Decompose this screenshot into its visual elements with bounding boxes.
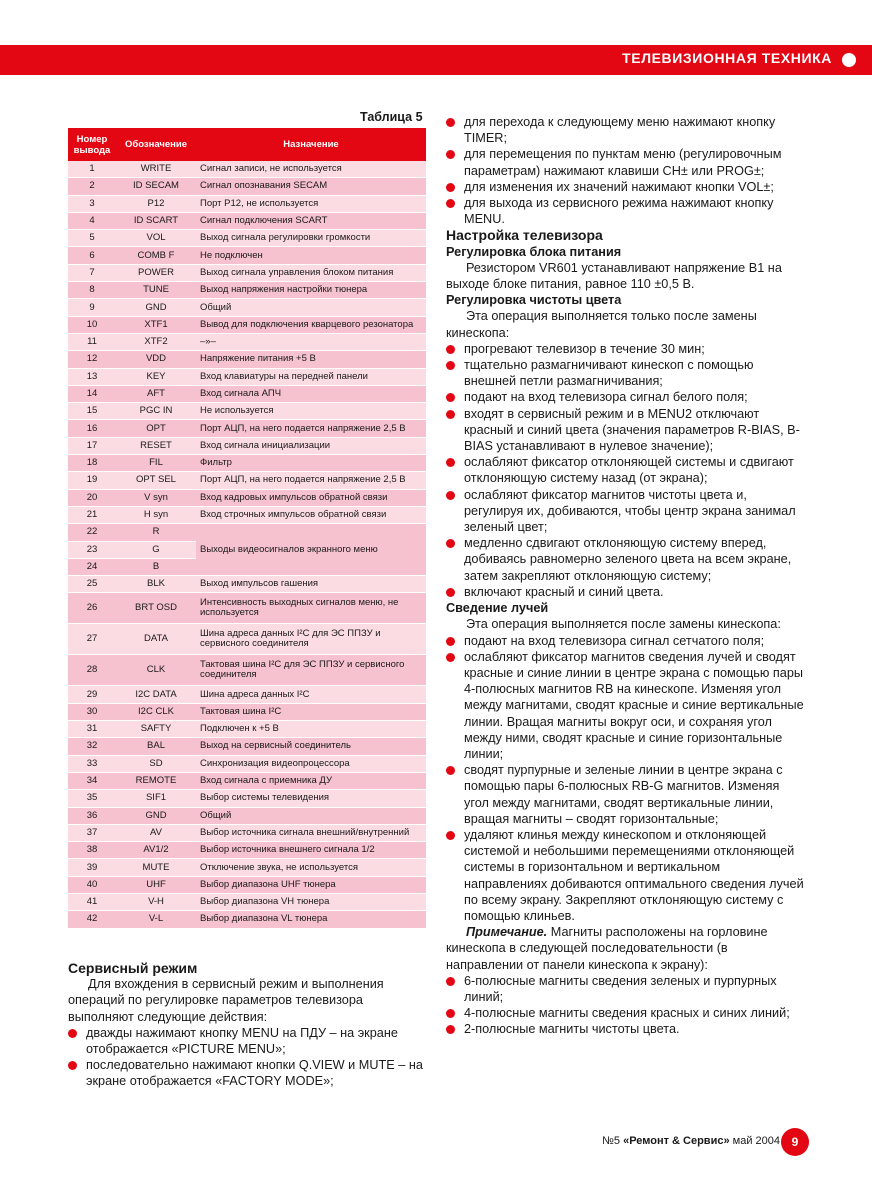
table-header-row <box>68 128 426 161</box>
table-row <box>68 299 426 316</box>
pin-number: 41 <box>68 893 116 910</box>
pin-designation: ID SCART <box>116 212 196 229</box>
list-item: подают на вход телевизора сигнал сетчатого поля; <box>446 633 806 649</box>
pin-designation: BLK <box>116 576 196 593</box>
pin-purpose: Отключение звука, не используется <box>196 859 426 876</box>
table-row <box>68 403 426 420</box>
pin-number: 3 <box>68 195 116 212</box>
pin-designation: AV <box>116 824 196 841</box>
list-item: подают на вход телевизора сигнал белого поля; <box>446 389 806 405</box>
table-row <box>68 368 426 385</box>
table-row <box>68 161 426 178</box>
bullet-icon <box>446 588 455 597</box>
bullet-icon <box>446 393 455 402</box>
pin-number: 35 <box>68 790 116 807</box>
table-row <box>68 351 426 368</box>
magnet-bullets <box>446 973 806 1038</box>
bullet-icon <box>446 150 455 159</box>
table-row <box>68 178 426 195</box>
pin-designation: R <box>116 524 196 541</box>
table-row <box>68 790 426 807</box>
pin-number: 22 <box>68 524 116 541</box>
table-row <box>68 455 426 472</box>
pin-designation: P12 <box>116 195 196 212</box>
pin-number: 28 <box>68 655 116 686</box>
bullet-icon <box>446 1025 455 1034</box>
pin-purpose: Не подключен <box>196 247 426 264</box>
pin-purpose: Выход сигнала управления блоком питания <box>196 264 426 281</box>
pin-purpose: Не используется <box>196 403 426 420</box>
pin-number: 24 <box>68 558 116 575</box>
list-item: дважды нажимают кнопку MENU на ПДУ – на экране отображается «PICTURE MENU»; <box>68 1025 428 1057</box>
table-row <box>68 316 426 333</box>
pin-purpose: Фильтр <box>196 455 426 472</box>
pin-designation: CLK <box>116 655 196 686</box>
list-item: входят в сервисный режим и в MENU2 отключают красный и синий цвета (значения параметров R-BIAS, B-BIAS устанавливают в нулевое значение); <box>446 406 806 455</box>
convergence-text: Эта операция выполняется после замены кинескопа: <box>466 617 781 632</box>
header-pin: Номер вывода <box>68 128 116 161</box>
bullet-icon <box>446 977 455 986</box>
pin-number: 14 <box>68 385 116 402</box>
table-row <box>68 655 426 686</box>
list-item: 2-полюсные магниты чистоты цвета. <box>446 1021 806 1037</box>
pin-designation: VDD <box>116 351 196 368</box>
note-text: Магниты расположены на горловине кинескопа в следующей последовательности (в направлении от панели кинескопа к экрану): <box>446 925 768 972</box>
issue-date: май 2004 <box>732 1135 780 1147</box>
pin-number: 18 <box>68 455 116 472</box>
pin-number: 10 <box>68 316 116 333</box>
pin-number: 21 <box>68 506 116 523</box>
bullet-circle-icon <box>842 53 856 67</box>
pin-designation: V syn <box>116 489 196 506</box>
table-row <box>68 772 426 789</box>
left-column <box>68 960 428 1090</box>
table-row <box>68 576 426 593</box>
pin-purpose: Вход сигнала инициализации <box>196 437 426 454</box>
pin-number: 16 <box>68 420 116 437</box>
list-item: ослабляют фиксатор магнитов чистоты цвета и, регулируя их, добиваются, чтобы центр экрана занимал зеленый цвет; <box>446 487 806 536</box>
bullet-icon <box>68 1029 77 1038</box>
table-row <box>68 489 426 506</box>
pin-purpose: Выбор источника сигнала внешний/внутренний <box>196 824 426 841</box>
table-row <box>68 911 426 928</box>
issue-number: №5 <box>602 1135 621 1147</box>
pin-purpose: Общий <box>196 807 426 824</box>
pin-number: 36 <box>68 807 116 824</box>
pin-designation: H syn <box>116 506 196 523</box>
pin-designation: AV1/2 <box>116 842 196 859</box>
table-row <box>68 333 426 350</box>
pin-designation: RESET <box>116 437 196 454</box>
pin-purpose: Выходы видеосигналов экранного меню <box>196 524 426 576</box>
pin-purpose: Вход сигнала АПЧ <box>196 385 426 402</box>
table-row <box>68 859 426 876</box>
pin-designation: OPT <box>116 420 196 437</box>
pin-purpose: –»– <box>196 333 426 350</box>
pin-purpose: Сигнал опознавания SECAM <box>196 178 426 195</box>
bullet-icon <box>446 653 455 662</box>
pin-designation: PGC IN <box>116 403 196 420</box>
pin-designation: I2C CLK <box>116 703 196 720</box>
pin-purpose: Выбор диапазона VH тюнера <box>196 893 426 910</box>
list-item: для перехода к следующему меню нажимают кнопку TIMER; <box>446 114 806 146</box>
pin-number: 39 <box>68 859 116 876</box>
pin-number: 30 <box>68 703 116 720</box>
list-item: для изменения их значений нажимают кнопки VOL±; <box>446 179 806 195</box>
list-item: 4-полюсные магниты сведения красных и синих линий; <box>446 1005 806 1021</box>
bullet-icon <box>446 183 455 192</box>
table-row <box>68 824 426 841</box>
page-footer <box>602 1135 780 1147</box>
note-paragraph <box>446 924 806 973</box>
pin-purpose: Вход клавиатуры на передней панели <box>196 368 426 385</box>
pin-purpose: Выход сигнала регулировки громкости <box>196 230 426 247</box>
service-intro: Для вхождения в сервисный режим и выполнения операций по регулировке параметров телевизора выполняют следующие действия: <box>68 977 384 1024</box>
pin-purpose: Выбор системы телевидения <box>196 790 426 807</box>
pin-number: 12 <box>68 351 116 368</box>
purity-subheading: Регулировка чистоты цвета <box>446 293 622 308</box>
bullet-icon <box>446 118 455 127</box>
pin-designation: SIF1 <box>116 790 196 807</box>
header-purpose: Назначение <box>196 128 426 161</box>
table-row <box>68 524 426 541</box>
pin-purpose: Выбор источника внешнего сигнала 1/2 <box>196 842 426 859</box>
table-row <box>68 807 426 824</box>
pin-designation: WRITE <box>116 161 196 178</box>
pin-purpose: Интенсивность выходных сигналов меню, не используется <box>196 593 426 624</box>
bullet-icon <box>446 637 455 646</box>
pin-number: 11 <box>68 333 116 350</box>
pin-number: 23 <box>68 541 116 558</box>
pin-purpose: Сигнал подключения SCART <box>196 212 426 229</box>
list-item: удаляют клинья между кинескопом и отклоняющей системой и небольшими перемещениями отклоняющей системы в горизонтальном и вертикальном направлениях добиваются оптимального сведения лучей по всему экрану. Закрепляют отклоняющую систему с помощью клиньев. <box>446 827 806 924</box>
table-row <box>68 437 426 454</box>
list-item: ослабляют фиксатор магнитов сведения лучей и сводят красные и синие линии в центре экрана с помощью пары 4-полюсных магнитов RB на кинескопе. Изменяя угол между магнитами, сводят красные и синие вертикальные линии. Вращая магниты вокруг оси, и сохраняя угол между ними, сводят красные и синие горизонтальные линии; <box>446 649 806 762</box>
pin-number: 38 <box>68 842 116 859</box>
list-item: медленно сдвигают отклоняющую систему вперед, добиваясь равномерно зеленого цвета на всем экране, затем закрепляют отклоняющую систему; <box>446 535 806 584</box>
table-row <box>68 247 426 264</box>
page-number: 9 <box>781 1128 809 1156</box>
pin-number: 5 <box>68 230 116 247</box>
purity-bullets <box>446 341 806 600</box>
pin-number: 8 <box>68 282 116 299</box>
pin-purpose: Шина адреса данных I²C для ЭС ППЗУ и сервисного соединителя <box>196 624 426 655</box>
pin-purpose: Выход на сервисный соединитель <box>196 738 426 755</box>
table-row <box>68 212 426 229</box>
table-row <box>68 472 426 489</box>
table-row <box>68 755 426 772</box>
table-row <box>68 703 426 720</box>
pin-designation: XTF2 <box>116 333 196 350</box>
pin-purpose: Тактовая шина I²C <box>196 703 426 720</box>
pin-number: 29 <box>68 686 116 703</box>
table-row <box>68 282 426 299</box>
list-item: включают красный и синий цвета. <box>446 584 806 600</box>
pin-number: 7 <box>68 264 116 281</box>
pin-number: 6 <box>68 247 116 264</box>
table-row <box>68 506 426 523</box>
bullet-icon <box>446 199 455 208</box>
pin-designation: XTF1 <box>116 316 196 333</box>
pin-number: 2 <box>68 178 116 195</box>
pin-purpose: Шина адреса данных I²C <box>196 686 426 703</box>
pin-designation: COMB F <box>116 247 196 264</box>
pin-purpose: Сигнал записи, не используется <box>196 161 426 178</box>
pin-designation: SD <box>116 755 196 772</box>
bullet-icon <box>446 361 455 370</box>
list-item: прогревают телевизор в течение 30 мин; <box>446 341 806 357</box>
pin-number: 9 <box>68 299 116 316</box>
bullet-icon <box>446 345 455 354</box>
list-item: сводят пурпурные и зеленые линии в центре экрана с помощью пары 6-полюсных RB-G магнитов. Изменяя угол между магнитами, сводят вертикальные линии, вращая магниты – сводят горизонтальные; <box>446 762 806 827</box>
service-mode-heading: Сервисный режим <box>68 960 198 976</box>
bullet-icon <box>446 539 455 548</box>
magazine-name: «Ремонт & Сервис» <box>623 1135 730 1147</box>
service-bullets <box>68 1025 428 1090</box>
pin-designation: GND <box>116 807 196 824</box>
convergence-bullets <box>446 633 806 925</box>
header-designation: Обозначение <box>116 128 196 161</box>
pin-designation: TUNE <box>116 282 196 299</box>
pin-table <box>68 128 426 929</box>
list-item: ослабляют фиксатор отклоняющей системы и сдвигают отклоняющую систему назад (от экрана); <box>446 454 806 486</box>
pin-designation: BRT OSD <box>116 593 196 624</box>
pin-designation: GND <box>116 299 196 316</box>
menu-nav-bullets <box>446 114 806 227</box>
pin-purpose: Напряжение питания +5 В <box>196 351 426 368</box>
pin-number: 26 <box>68 593 116 624</box>
pin-purpose: Выход напряжения настройки тюнера <box>196 282 426 299</box>
psu-text: Резистором VR601 устанавливают напряжение B1 на выходе блоке питания, равное 110 ±0,5 В. <box>446 260 782 292</box>
pin-designation: REMOTE <box>116 772 196 789</box>
list-item: для выхода из сервисного режима нажимают кнопку MENU. <box>446 195 806 227</box>
pin-purpose: Вывод для подключения кварцевого резонатора <box>196 316 426 333</box>
table-row <box>68 385 426 402</box>
bullet-icon <box>446 1009 455 1018</box>
pin-designation: UHF <box>116 876 196 893</box>
pin-designation: BAL <box>116 738 196 755</box>
convergence-subheading: Сведение лучей <box>446 601 549 616</box>
pin-purpose: Выбор диапазона UHF тюнера <box>196 876 426 893</box>
pin-number: 40 <box>68 876 116 893</box>
table-caption: Таблица 5 <box>360 110 423 124</box>
pin-number: 13 <box>68 368 116 385</box>
pin-number: 1 <box>68 161 116 178</box>
table-row <box>68 721 426 738</box>
table-row <box>68 593 426 624</box>
psu-subheading: Регулировка блока питания <box>446 244 622 259</box>
pin-designation: MUTE <box>116 859 196 876</box>
pin-designation: FIL <box>116 455 196 472</box>
pin-designation: V-H <box>116 893 196 910</box>
list-item: последовательно нажимают кнопки Q.VIEW и MUTE – на экране отображается «FACTORY MODE»; <box>68 1057 428 1089</box>
table-row <box>68 686 426 703</box>
pin-designation: OPT SEL <box>116 472 196 489</box>
pin-purpose: Порт P12, не используется <box>196 195 426 212</box>
pin-purpose: Синхронизация видеопроцессора <box>196 755 426 772</box>
pin-purpose: Подключен к +5 В <box>196 721 426 738</box>
pin-designation: G <box>116 541 196 558</box>
section-header-bar <box>0 45 872 75</box>
pin-number: 37 <box>68 824 116 841</box>
pin-designation: POWER <box>116 264 196 281</box>
pin-purpose: Порт АЦП, на него подается напряжение 2,5 В <box>196 420 426 437</box>
pin-designation: I2C DATA <box>116 686 196 703</box>
section-title: ТЕЛЕВИЗИОННАЯ ТЕХНИКА <box>622 50 832 66</box>
table-row <box>68 893 426 910</box>
pin-designation: SAFTY <box>116 721 196 738</box>
pin-designation: KEY <box>116 368 196 385</box>
pin-designation: AFT <box>116 385 196 402</box>
pin-number: 17 <box>68 437 116 454</box>
table-row <box>68 738 426 755</box>
pin-number: 19 <box>68 472 116 489</box>
pin-number: 31 <box>68 721 116 738</box>
bullet-icon <box>446 831 455 840</box>
pin-designation: DATA <box>116 624 196 655</box>
tv-setup-heading: Настройка телевизора <box>446 227 603 244</box>
pin-number: 34 <box>68 772 116 789</box>
table-row <box>68 264 426 281</box>
table-row <box>68 842 426 859</box>
pin-purpose: Общий <box>196 299 426 316</box>
pin-purpose: Вход строчных импульсов обратной связи <box>196 506 426 523</box>
pin-number: 20 <box>68 489 116 506</box>
pin-number: 4 <box>68 212 116 229</box>
pin-purpose: Выбор диапазона VL тюнера <box>196 911 426 928</box>
table-row <box>68 420 426 437</box>
pin-purpose: Тактовая шина I²C для ЭС ППЗУ и сервисного соединителя <box>196 655 426 686</box>
bullet-icon <box>446 458 455 467</box>
bullet-icon <box>68 1061 77 1070</box>
table-row <box>68 876 426 893</box>
pin-number: 32 <box>68 738 116 755</box>
table-row <box>68 195 426 212</box>
pin-designation: ID SECAM <box>116 178 196 195</box>
table-row <box>68 230 426 247</box>
list-item: тщательно размагничивают кинескоп с помощью внешней петли размагничивания; <box>446 357 806 389</box>
pin-purpose: Вход кадровых импульсов обратной связи <box>196 489 426 506</box>
list-item: 6-полюсные магниты сведения зеленых и пурпурных линий; <box>446 973 806 1005</box>
pin-designation: V-L <box>116 911 196 928</box>
pin-designation: VOL <box>116 230 196 247</box>
pin-designation: B <box>116 558 196 575</box>
pin-purpose: Выход импульсов гашения <box>196 576 426 593</box>
pin-purpose: Вход сигнала с приемника ДУ <box>196 772 426 789</box>
purity-text: Эта операция выполняется только после замены кинескопа: <box>446 309 757 340</box>
right-column <box>446 114 806 1038</box>
bullet-icon <box>446 766 455 775</box>
table-row <box>68 624 426 655</box>
bullet-icon <box>446 410 455 419</box>
note-label: Примечание. <box>466 925 548 940</box>
pin-purpose: Порт АЦП, на него подается напряжение 2,5 В <box>196 472 426 489</box>
pin-number: 27 <box>68 624 116 655</box>
bullet-icon <box>446 491 455 500</box>
pin-number: 25 <box>68 576 116 593</box>
pin-number: 33 <box>68 755 116 772</box>
list-item: для перемещения по пунктам меню (регулировочным параметрам) нажимают клавиши CH± или PROG±; <box>446 146 806 178</box>
pin-number: 15 <box>68 403 116 420</box>
pin-number: 42 <box>68 911 116 928</box>
